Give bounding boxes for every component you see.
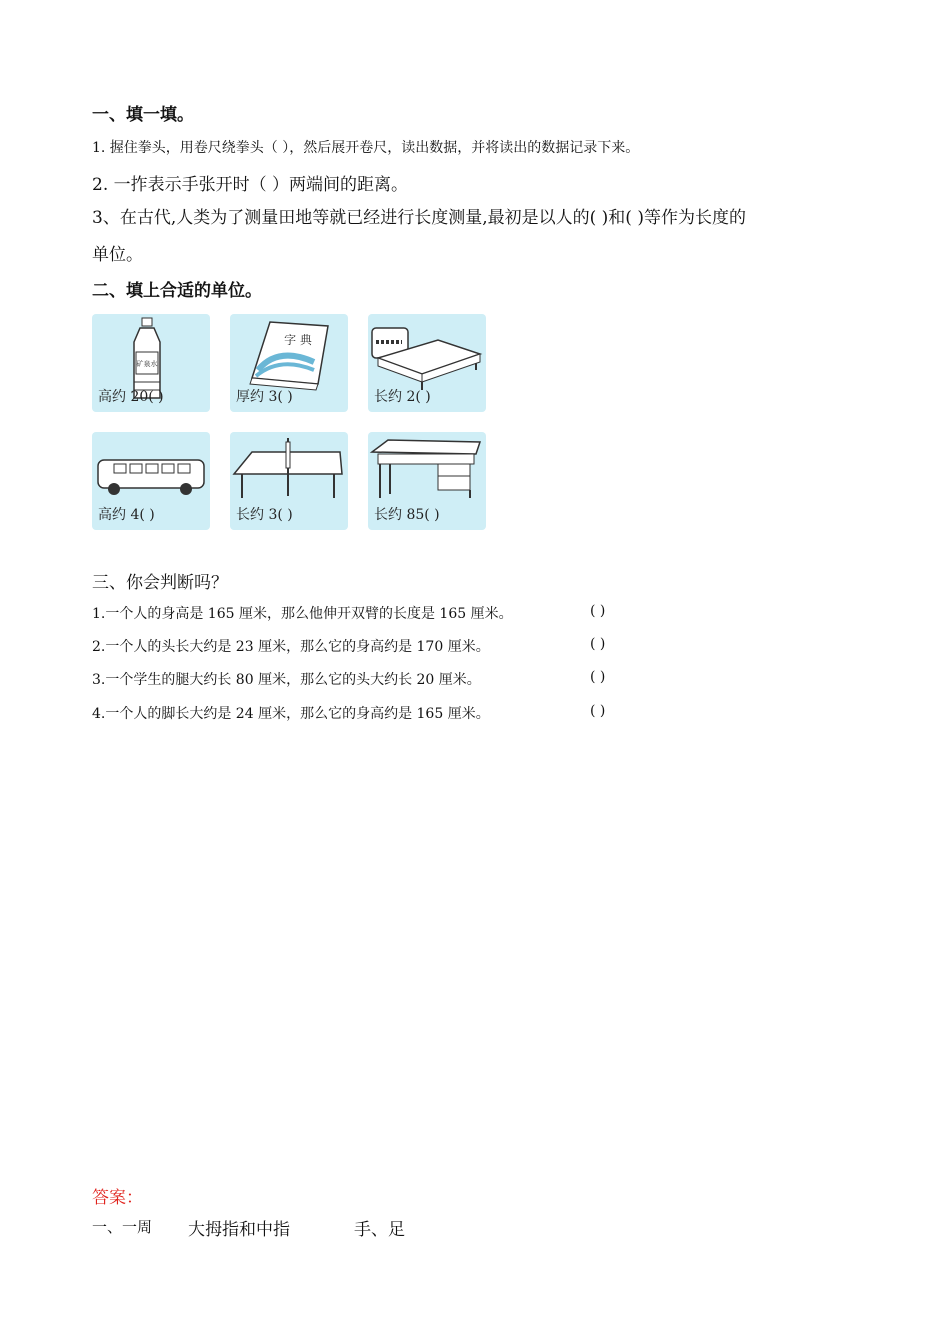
judge-item-text: 3.一个学生的腿大约长 80 厘米，那么它的头大约长 20 厘米。 <box>92 672 481 688</box>
judge-item-answer-blank: ( ) <box>590 669 606 685</box>
card-caption: 高约 20( ) <box>98 389 164 405</box>
picture-card-dictionary <box>230 314 348 412</box>
section2-heading: 二、填上合适的单位。 <box>92 281 262 301</box>
judge-item-text: 1.一个人的身高是 165 厘米，那么他伸开双臂的长度是 165 厘米。 <box>92 606 513 622</box>
judge-item-text: 2.一个人的头长大约是 23 厘米，那么它的身高约是 170 厘米。 <box>92 639 490 655</box>
picture-card-desk <box>368 432 486 530</box>
card-caption: 高约 4( ) <box>98 507 155 523</box>
card-caption: 长约 2( ) <box>374 389 431 405</box>
question-3-line1: 3、在古代,人类为了测量田地等就已经进行长度测量,最初是以人的( )和( )等作为长度的 <box>92 208 746 228</box>
card-caption: 长约 85( ) <box>374 507 440 523</box>
answer-line-prefix: 一、一周 <box>92 1218 153 1236</box>
answer-2: 大拇指和中指 <box>188 1220 290 1240</box>
answer-3: 手、足 <box>354 1220 405 1240</box>
card-caption: 厚约 3( ) <box>236 389 293 405</box>
section1-heading: 一、填一填。 <box>92 105 194 125</box>
judge-item-answer-blank: ( ) <box>590 703 606 719</box>
question-2: 2. 一拃表示手张开时（ ）两端间的距离。 <box>92 175 409 195</box>
section3-heading: 三、你会判断吗？ <box>92 573 228 593</box>
judge-item-text: 4.一个人的脚长大约是 24 厘米，那么它的身高约是 165 厘米。 <box>92 706 490 722</box>
judge-item-answer-blank: ( ) <box>590 636 606 652</box>
answers-heading: 答案： <box>92 1188 143 1208</box>
svg-text:矿泉水: 矿泉水 <box>136 360 158 368</box>
picture-card-table-tennis <box>230 432 348 530</box>
picture-card-bed <box>368 314 486 412</box>
question-3-line2: 单位。 <box>92 245 143 265</box>
judge-item-answer-blank: ( ) <box>590 603 606 619</box>
picture-card-bus <box>92 432 210 530</box>
picture-card-bottle <box>92 314 210 412</box>
card-caption: 长约 3( ) <box>236 507 293 523</box>
dictionary-label: 字 典 <box>284 333 312 347</box>
question-1: 1. 握住拳头，用卷尺绕拳头（ ），然后展开卷尺，读出数据，并将读出的数据记录下来。 <box>92 140 640 156</box>
